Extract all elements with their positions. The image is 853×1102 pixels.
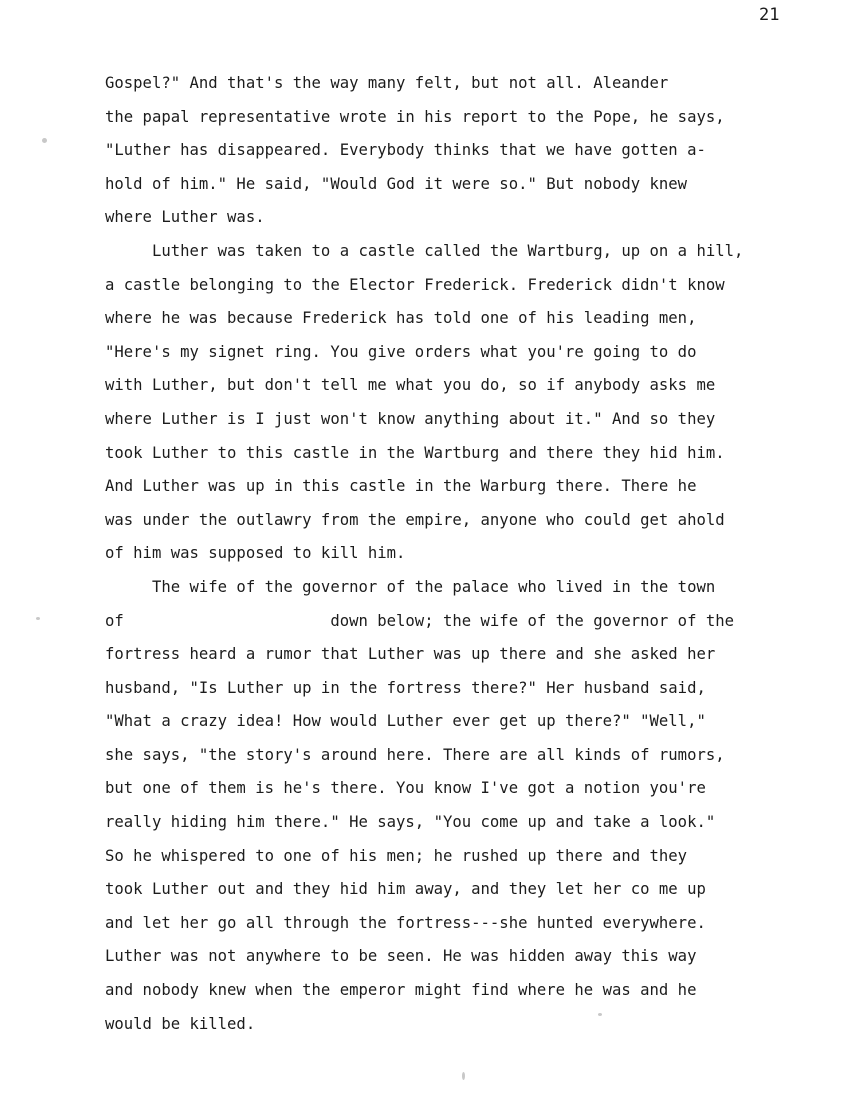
text-line: with Luther, but don't tell me what you do, so if anybody asks me — [105, 376, 716, 395]
page-number: 21 — [759, 5, 780, 25]
text-line: of him was supposed to kill him. — [105, 544, 406, 563]
text-line: a castle belonging to the Elector Frederick. Frederick didn't know — [105, 275, 725, 294]
text-line: The wife of the governor of the palace who lived in the town — [105, 577, 716, 596]
text-line: husband, "Is Luther up in the fortress there?" Her husband said, — [105, 678, 706, 697]
text-line: was under the outlawry from the empire, anyone who could get ahold — [105, 510, 725, 529]
text-line: and let her go all through the fortress---she hunted everywhere. — [105, 913, 706, 932]
text-line: Luther was taken to a castle called the Wartburg, up on a hill, — [105, 241, 744, 260]
text-line: So he whispered to one of his men; he rushed up there and they — [105, 846, 688, 865]
text-line: Gospel?" And that's the way many felt, but not all. Aleander — [105, 74, 669, 92]
body-text — [105, 72, 825, 1046]
scan-speck — [42, 138, 47, 143]
text-line: took Luther to this castle in the Wartburg and there they hid him. — [105, 443, 725, 462]
scan-speck — [598, 1013, 602, 1016]
text-line: and nobody knew when the emperor might find where he was and he — [105, 981, 697, 1000]
scan-speck — [36, 617, 40, 620]
text-line: of down below; the wife of the governor of the — [105, 611, 735, 630]
text-line: would be killed. — [105, 1014, 256, 1033]
text-line: And Luther was up in this castle in the Warburg there. There he — [105, 477, 697, 496]
text-line: where he was because Frederick has told one of his leading men, — [105, 309, 697, 328]
text-line: really hiding him there." He says, "You come up and take a look." — [105, 813, 716, 832]
text-line: hold of him." He said, "Would God it were so." But nobody knew — [105, 174, 688, 193]
text-line: the papal representative wrote in his report to the Pope, he says, — [105, 107, 725, 126]
scan-speck — [462, 1072, 465, 1080]
text-line: "Here's my signet ring. You give orders what you're going to do — [105, 342, 697, 361]
text-line: "What a crazy idea! How would Luther ever get up there?" "Well," — [105, 712, 706, 731]
text-line: but one of them is he's there. You know I've got a notion you're — [105, 779, 706, 798]
text-line: where Luther was. — [105, 208, 265, 227]
text-line: Luther was not anywhere to be seen. He was hidden away this way — [105, 947, 697, 966]
text-line: where Luther is I just won't know anything about it." And so they — [105, 409, 716, 428]
text-line: fortress heard a rumor that Luther was up there and she asked her — [105, 645, 716, 664]
text-line: took Luther out and they hid him away, and they let her co me up — [105, 880, 706, 899]
text-line: "Luther has disappeared. Everybody thinks that we have gotten a- — [105, 141, 706, 160]
text-line: she says, "the story's around here. There are all kinds of rumors, — [105, 745, 725, 764]
